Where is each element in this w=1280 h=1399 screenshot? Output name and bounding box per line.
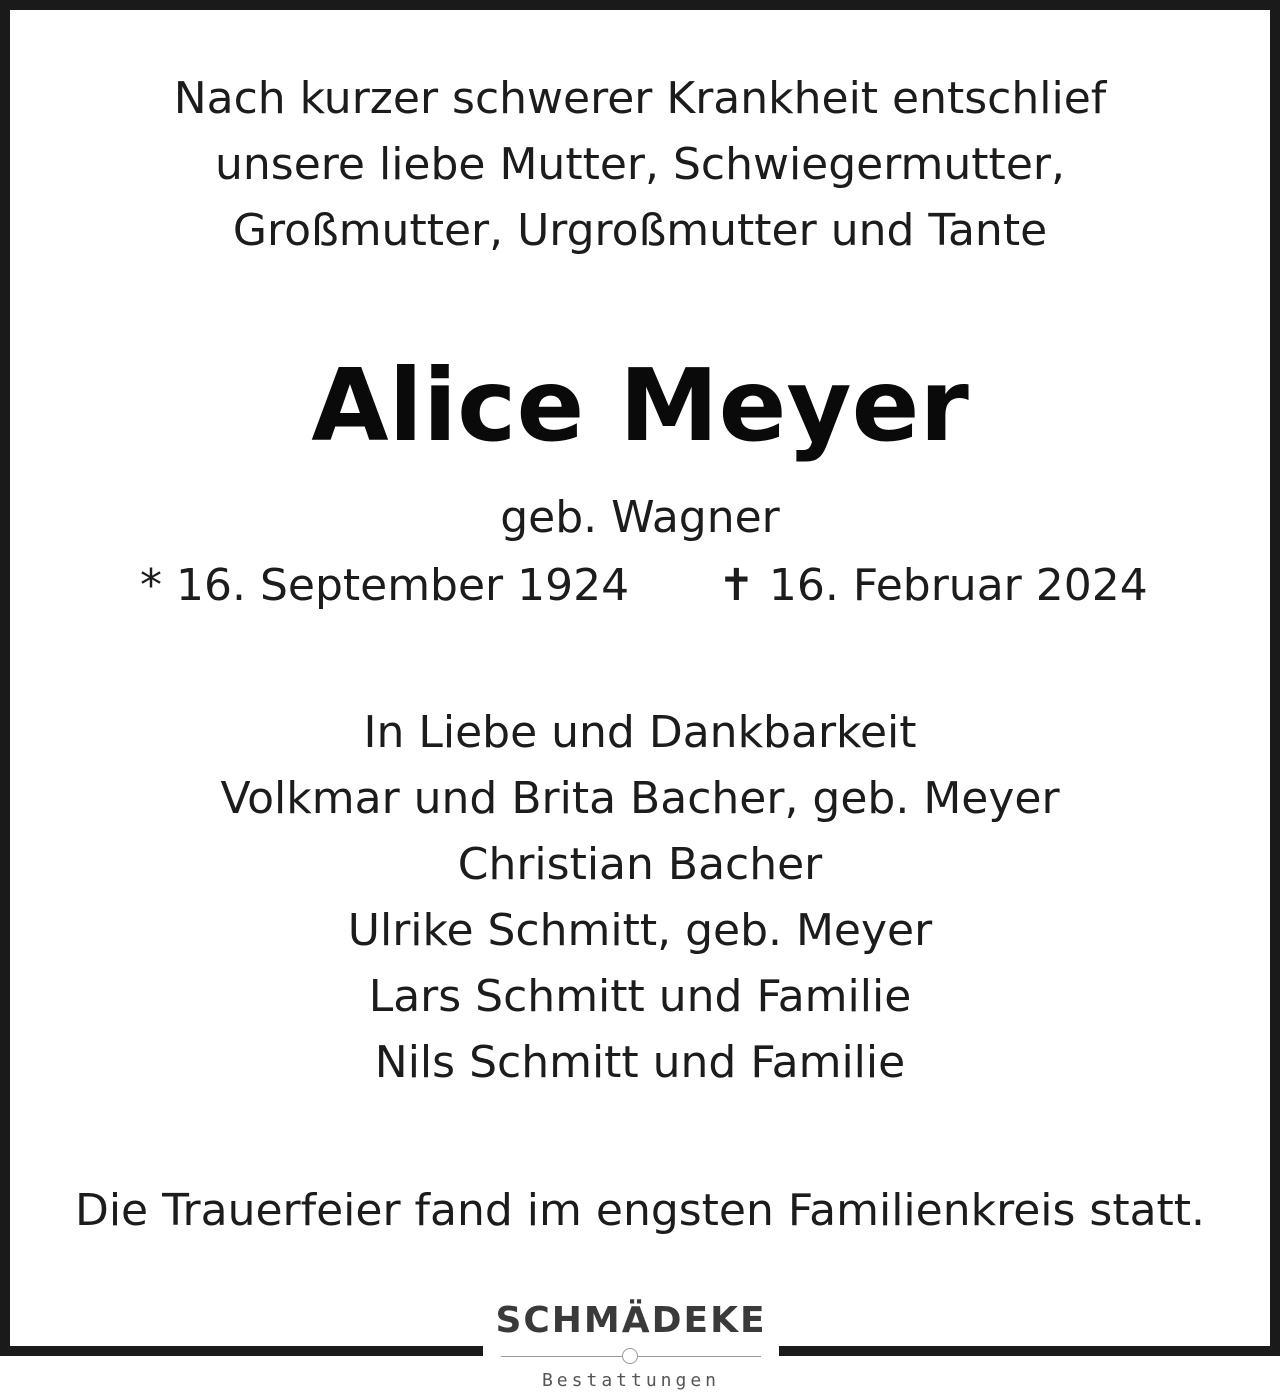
mourner-line-5: Lars Schmitt und Familie — [368, 971, 912, 1022]
closing-note: Die Trauerfeier fand im engsten Familienkreis statt. — [74, 1185, 1206, 1236]
mourner-line-4: Ulrike Schmitt, geb. Meyer — [347, 905, 933, 956]
death-date: ✝ 16. Februar 2024 — [718, 560, 1148, 611]
intro-line-1: Nach kurzer schwerer Krankheit entschlief — [173, 73, 1107, 124]
maiden-name: geb. Wagner — [500, 492, 780, 543]
undertaker-logo — [483, 1290, 779, 1399]
mourner-line-2: Volkmar und Brita Bacher, geb. Meyer — [220, 773, 1060, 824]
mourner-line-3: Christian Bacher — [457, 839, 823, 890]
mourner-line-1: In Liebe und Dankbarkeit — [363, 707, 917, 758]
life-dates — [0, 553, 1280, 619]
undertaker-name: SCHMÄDEKE — [495, 1300, 767, 1341]
undertaker-subtitle: Bestattungen — [541, 1370, 721, 1391]
mourner-line-6: Nils Schmitt und Familie — [374, 1037, 906, 1088]
intro-line-3: Großmutter, Urgroßmutter und Tante — [232, 205, 1048, 256]
intro-line-2: unsere liebe Mutter, Schwiegermutter, — [215, 139, 1065, 190]
deceased-name: Alice Meyer — [311, 347, 969, 464]
birth-date: * 16. September 1924 — [140, 560, 630, 611]
logo-emblem-icon — [622, 1348, 638, 1364]
